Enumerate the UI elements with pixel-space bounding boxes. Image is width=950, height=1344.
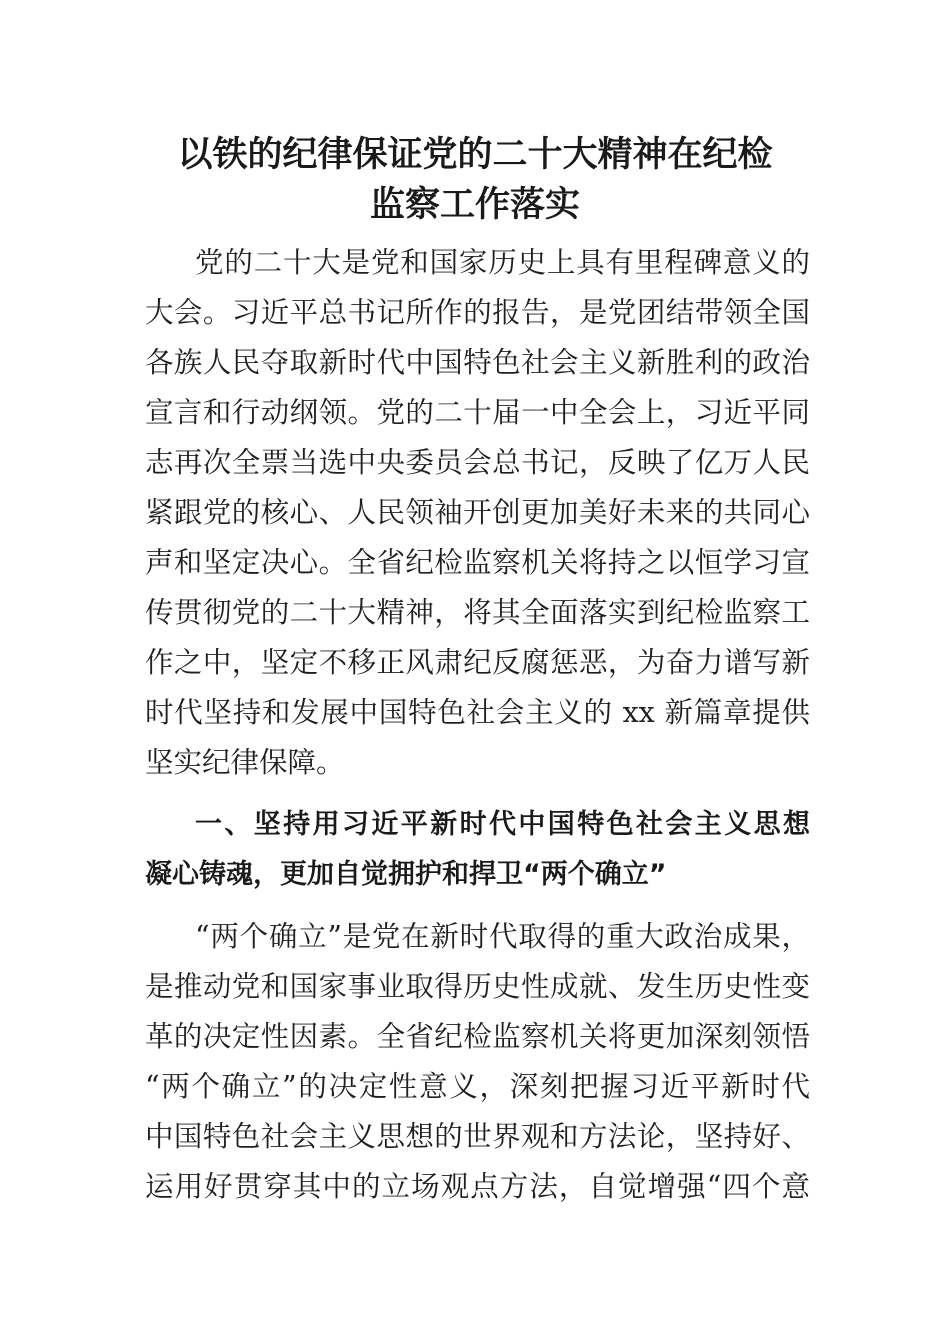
paragraph-1-line: 志再次全票当选中央委员会总书记，反映了亿万人民 — [145, 446, 810, 479]
section-heading-line: 凝心铸魂，更加自觉拥护和捍卫“两个确立” — [145, 859, 667, 890]
paragraph-1-line: 作之中，坚定不移正风肃纪反腐惩恶，为奋力谱写新 — [145, 646, 810, 679]
paragraph-2-line: 中国特色社会主义思想的世界观和方法论，坚持好、 — [145, 1120, 810, 1153]
paragraph-2-line: 革的决定性因素。全省纪检监察机关将更加深刻领悟 — [145, 1020, 810, 1053]
document-title-line-2: 监察工作落实 — [369, 185, 580, 225]
paragraph-1-line: 紧跟党的核心、人民领袖开创更加美好未来的共同心 — [145, 496, 810, 529]
section-heading-line: 一、坚持用习近平新时代中国特色社会主义思想 — [195, 809, 810, 840]
document-title-line-1: 以铁的纪律保证党的二十大精神在纪检 — [177, 135, 773, 175]
paragraph-1-line: 各族人民夺取新时代中国特色社会主义新胜利的政治 — [145, 346, 810, 379]
paragraph-1-line: 大会。习近平总书记所作的报告，是党团结带领全国 — [145, 296, 810, 329]
paragraph-1-line: 党的二十大是党和国家历史上具有里程碑意义的 — [195, 246, 810, 279]
paragraph-2-line: “两个确立”的决定性意义，深刻把握习近平新时代 — [145, 1070, 810, 1103]
paragraph-2-line: 运用好贯穿其中的立场观点方法，自觉增强“四个意 — [145, 1170, 810, 1203]
paragraph-1-line: 传贯彻党的二十大精神，将其全面落实到纪检监察工 — [145, 596, 810, 629]
paragraph-1-line: 声和坚定决心。全省纪检监察机关将持之以恒学习宣 — [145, 546, 810, 579]
paragraph-1-line: 坚实纪律保障。 — [145, 746, 345, 779]
paragraph-2-line: 是推动党和国家事业取得历史性成就、发生历史性变 — [145, 970, 810, 1003]
paragraph-2-line: “两个确立”是党在新时代取得的重大政治成果， — [195, 920, 810, 953]
paragraph-1-line: 宣言和行动纲领。党的二十届一中全会上，习近平同 — [145, 396, 810, 429]
paragraph-1-line: 时代坚持和发展中国特色社会主义的 xx 新篇章提供 — [145, 696, 810, 729]
